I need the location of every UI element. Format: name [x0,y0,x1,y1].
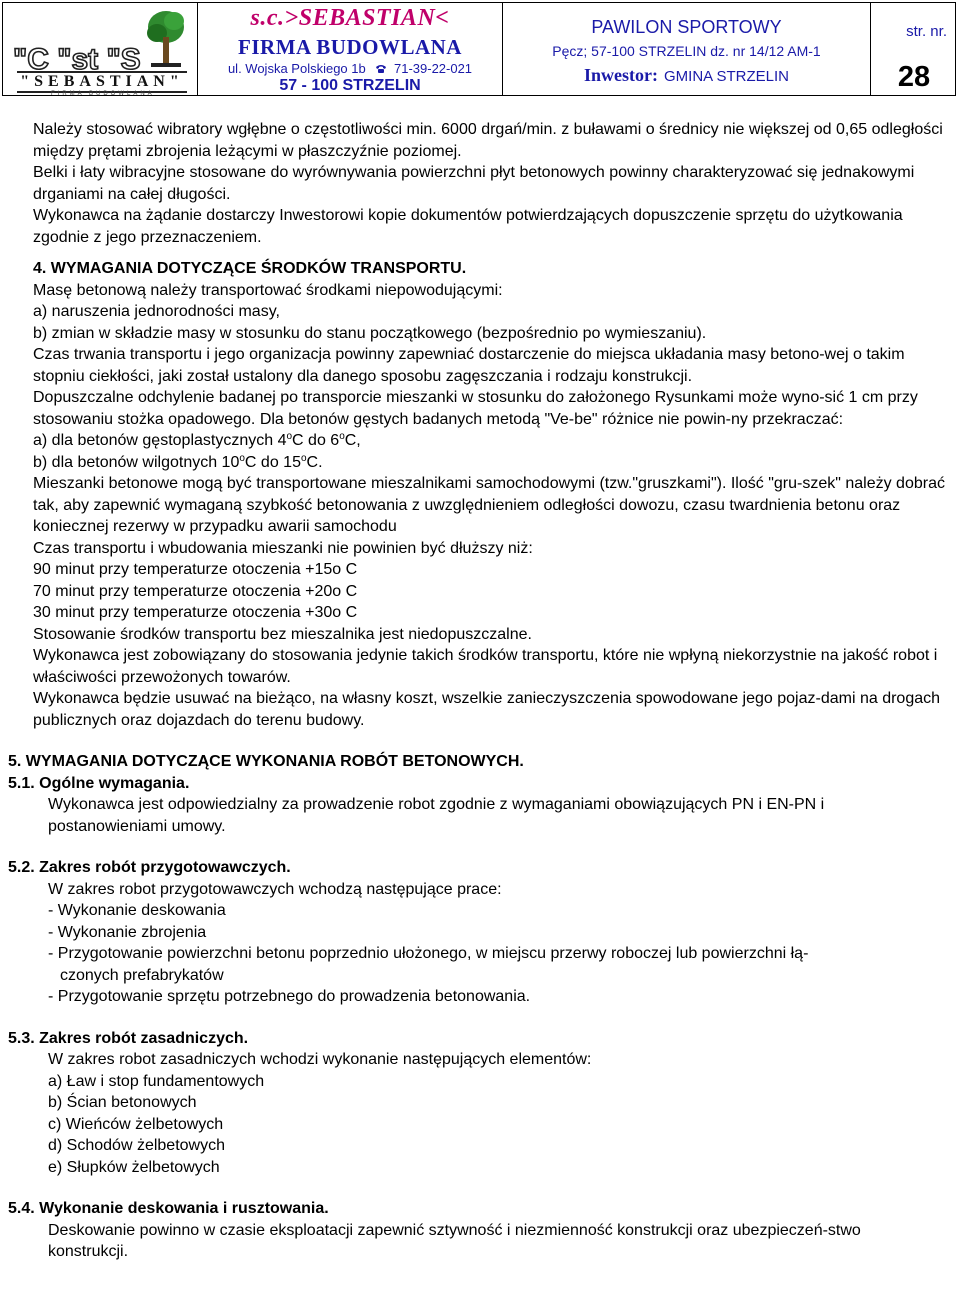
list-item [33,430,945,452]
paragraph: Belki i łaty wibracyjne stosowane do wyrównywania powierzchni płyt betonowych powinny charakteryzować się jednakowymi drganiami na całej długości. [33,164,915,203]
list-item: 30 minut przy temperaturze otoczenia +30o C [33,604,358,621]
project-title: PAWILON SPORTOWY [591,17,782,37]
list-item: e) Słupków żelbetowych [48,1158,220,1176]
project-location: Pęcz; 57-100 STRZELIN dz. nr 14/12 AM-1 [552,43,821,59]
list-item-continuation: czonych prefabrykatów [60,966,224,984]
section-4-heading: 4. WYMAGANIA DOTYCZĄCE ŚRODKÓW TRANSPORTU. [33,260,467,277]
list-item: b) zmian w składzie masy w stosunku do stanu początkowego (bezpośrednio po wymieszaniu). [33,324,707,342]
paragraph: W zakres robot przygotowawczych wchodzą następujące prace: [48,880,502,898]
degree-sup: o [300,452,307,464]
section-5-heading: 5. WYMAGANIA DOTYCZĄCE WYKONANIA ROBÓT BETONOWYCH. [8,753,524,770]
list-item: b) Ścian betonowych [48,1094,197,1111]
degree-sup: o [286,431,293,442]
section-5-1-heading: 5.1. Ogólne wymagania. [8,774,190,792]
paragraph: Mieszanki betonowe mogą być transportowane mieszalnikami samochodowymi (tzw."gruszkami"). Ilość "gru-szek" należy dobrać tak, aby zapewnić wymaganą szybkość betonowania z uwzględnieniem odległości dowozu, czasu twardnienia betonu oraz koniecznej rezerwy w przypadku awarii samochodu [33,475,945,535]
logo-name: "SEBASTIAN" [17,71,187,93]
address-text: ul. Wojska Polskiego 1b [227,61,366,76]
document-body [8,119,945,1263]
company-cell [198,3,503,95]
company-city: 57 - 100 STRZELIN [279,77,421,94]
paragraph: Czas trwania transportu i jego organizacja powinny zapewniać dostarczenie do miejsca układania masy betono-wej o takim stopniu ciekłości, jaki został ustalony dla danego sposobu zagęszczania i rodzaju konstrukcji. [33,346,905,385]
section-5-2-heading: 5.2. Zakres robót przygotowawczych. [8,859,291,876]
paragraph: Wykonawca na żądanie dostarczy Inwestorowi kopie dokumentów potwierdzających dopuszczenie sprzętu do użytkowania zgodnie z jego przeznaczeniem. [33,207,903,246]
list-item: - Wykonanie zbrojenia [48,923,207,941]
phone-number: 71-39-22-021 [393,61,473,76]
list-item: c) Wieńców żelbetowych [48,1115,224,1133]
logo-cell [3,3,198,95]
logo-letters-icon [11,39,151,75]
list-item [33,452,945,474]
list-item: - Przygotowanie sprzętu potrzebnego do prowadzenia betonowania. [48,988,531,1005]
section-5-3-heading: 5.3. Zakres robót zasadniczych. [8,1029,249,1047]
company-sc-name: s.c.>SEBASTIAN< [250,5,450,31]
list-item: d) Schodów żelbetowych [48,1137,225,1154]
list-item: a) naruszenia jednorodności masy, [33,303,280,320]
degree-sup: o [239,452,245,464]
company-logo [11,9,191,97]
text-fragment: C do 15 [244,453,301,471]
company-type: FIRMA BUDOWLANA [238,35,462,59]
page-number: 28 [897,61,931,93]
phone-icon [375,64,387,74]
paragraph: Deskowanie powinno w czasie eksploatacji zapewnić sztywność i niezmienność konstrukcji oraz ubezpieczeń-stwo konstrukcji. [48,1221,861,1260]
page-label: str. nr. [906,23,947,40]
list-item: - Wykonanie deskowania [48,902,226,919]
company-address [198,61,502,76]
investor-line [503,65,870,86]
paragraph: Wykonawca jest zobowiązany do stosowania jedynie takich środków transportu, które nie wpłyną niekorzystnie na jakość robot i właściwości przewożonych towarów. [33,647,938,686]
text-fragment: C. [306,453,323,471]
logo-letters-text: ʺC ʺst ʺS [13,43,141,75]
text-fragment: a) dla betonów gęstoplastycznych 4 [33,432,287,449]
list-item: 70 minut przy temperaturze otoczenia +20o C [33,582,358,600]
paragraph: Masę betonową należy transportować środkami niepowodującymi: [33,281,503,299]
paragraph: Czas transportu i wbudowania mieszanki nie powinien być dłuższy niż: [33,539,533,557]
paragraph: Wykonawca jest odpowiedzialny za prowadzenie robot zgodnie z wymaganiami obowiązujących PN i EN-PN i postanowieniami umowy. [48,796,825,835]
paragraph: Stosowanie środków transportu bez mieszalnika jest niedopuszczalne. [33,625,532,643]
degree-sup: o [339,431,345,442]
paragraph: Wykonawca będzie usuwać na bieżąco, na własny koszt, wszelkie zanieczyszczenia spowodowane jego pojaz-dami na drogach publicznych oraz dojazdach do terenu budowy. [33,690,941,729]
paragraph: Należy stosować wibratory wgłębne o częstotliwości min. 6000 drgań/min. z buławami o średnicy nie większej od 0,65 odległości między prętami zbrojenia leżącymi w płaszczyźnie poziomej. [33,121,943,160]
list-item: - Przygotowanie powierzchni betonu poprzednio ułożonego, w miejscu przerwy roboczej lub powierzchni łą- [48,945,809,962]
page-header [2,2,956,96]
paragraph: W zakres robot zasadniczych wchodzi wykonanie następujących elementów: [48,1051,592,1068]
text-fragment: b) dla betonów wilgotnych 10 [33,453,240,471]
text-fragment: C, [344,432,361,449]
paragraph: Dopuszczalne odchylenie badanej po transporcie mieszanki w stosunku do założonego Rysunkami może wyno-sić 1 cm przy stosowaniu stożka opadowego. Dla betonów gęstych badanych metodą "Ve-be" różnice nie powin-ny przekraczać: [33,389,918,428]
logo-subtitle: FIRMA BUDOWLANA [51,91,155,97]
section-5-4-heading: 5.4. Wykonanie deskowania i rusztowania. [8,1200,329,1217]
project-cell [503,3,871,95]
investor-value: GMINA STRZELIN [663,68,790,85]
text-fragment: C do 6 [292,432,340,449]
investor-label: Inwestor: [583,65,658,85]
list-item: 90 minut przy temperaturze otoczenia +15o C [33,561,358,578]
list-item: a) Ław i stop fundamentowych [48,1072,265,1090]
page-number-cell [871,3,957,95]
